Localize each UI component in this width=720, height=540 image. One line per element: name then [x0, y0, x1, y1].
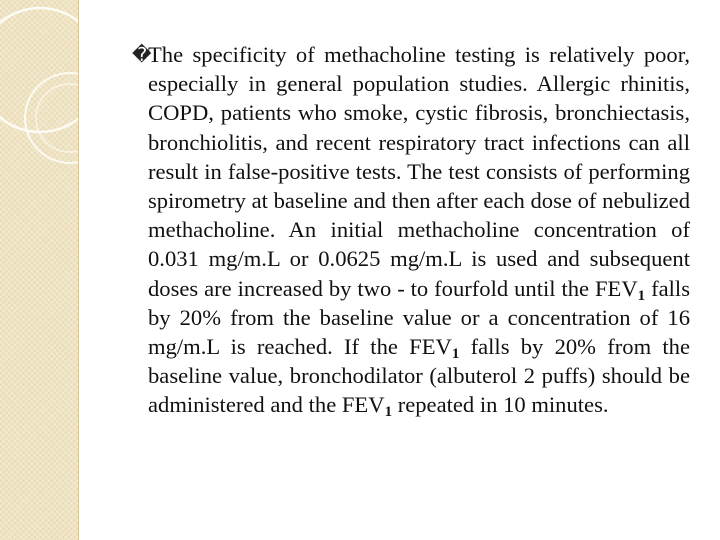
decorative-circles	[0, 0, 78, 540]
body-paragraph	[148, 40, 690, 420]
paragraph-text-part-2: falls by 20% from the baseline value or a concentration of 16 mg/m.L is reached. If the FEV	[148, 275, 690, 360]
paragraph-text-part-3: falls by 20% from the baseline value, bronchodilator (albuterol 2 puffs) should be administered and the FEV	[148, 334, 690, 418]
fev-subscript: 1	[637, 287, 646, 304]
bullet-icon: �	[132, 44, 152, 66]
fev-subscript: 1	[384, 404, 393, 421]
fev-subscript: 1	[451, 346, 460, 363]
paragraph-text-part-4: repeated in 10 minutes.	[392, 392, 609, 418]
paragraph-text-part-1: The specificity of methacholine testing is relatively poor, especially in general population studies. Allergic rhinitis, COPD, patients who smoke, cystic fibrosis, bronchiectasis, bronchiolitis, and recent respiratory tract infections can all result in false-positive tests. The test consists of performing spirometry at baseline and then after each dose of nebulized methacholine. An initial methacholine concentration of 0.031 mg/m.L or 0.0625 mg/m.L is used and subsequent doses are increased by two - to fourfold until the FEV	[148, 42, 690, 301]
